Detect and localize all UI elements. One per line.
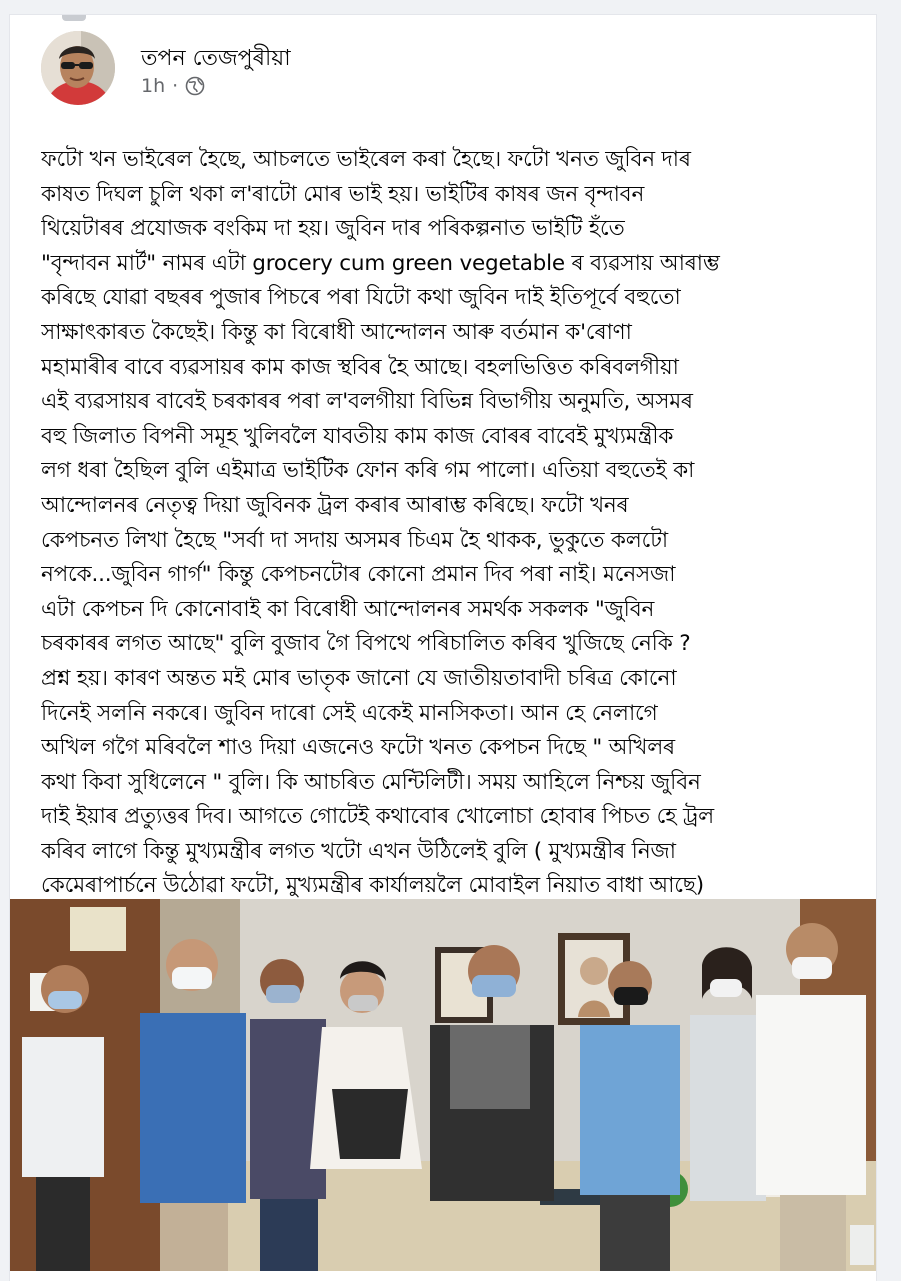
avatar-image (41, 31, 115, 105)
group-photo-image (10, 899, 876, 1271)
post-text-line: প্ৰশ্ন হয়। কাৰণ অন্তত মই মোৰ ভাতৃক জানো যে জাতীয়তাবাদী চৰিত্ৰ কোনো (41, 665, 677, 691)
post-text-line: মহামাৰীৰ বাবে ব্যৱসায়ৰ কাম কাজ স্থবিৰ হৈ আছে। বহলভিত্তিত কৰিবলগীয়া (41, 354, 679, 380)
previous-post-edge (62, 15, 86, 21)
globe-icon[interactable] (185, 76, 205, 96)
post-text-line: আন্দোলনৰ নেতৃত্ব দিয়া জুবিনক ট্ৰল কৰাৰ আৰাম্ভ কৰিছে। ফটো খনৰ (41, 492, 629, 518)
post-text-line: "বৃন্দাবন মাৰ্ট" নামৰ এটা grocery cum green vegetable ৰ ব্যৱসায় আৰাম্ভ (41, 250, 720, 276)
post-text-line: কেমেৰাপাৰ্চনে উঠোৱা ফটো, মুখ্যমন্ত্ৰীৰ কাৰ্যালয়লৈ মোবাইল নিয়াত বাধা আছে) (41, 873, 704, 899)
author-name[interactable]: তপন তেজপুৰীয়া (141, 46, 291, 71)
avatar[interactable] (41, 31, 115, 105)
post-text-line: থিয়েটাৰৰ প্ৰযোজক বংকিম দা হয়। জুবিন দাৰ পৰিকল্পনাত ভাইটি হঁতে (41, 216, 625, 242)
post-text-line: বহু জিলাত বিপনী সমূহ খুলিবলৈ যাবতীয় কাম কাজ বোৰৰ বাবেই মুখ্যমন্ত্ৰীক (41, 423, 674, 449)
post-text-line: লগ ধৰা হৈছিল বুলি এইমাত্ৰ ভাইটিক ফোন কৰি গম পালো। এতিয়া বহুতেই কা (41, 458, 695, 484)
post-text-line: এটা কেপচন দি কোনোবাই কা বিৰোধী আন্দোলনৰ সমৰ্থক সকলক "জুবিন (41, 596, 655, 622)
post-text-line: সাক্ষাৎকাৰত কৈছেই। কিন্তু কা বিৰোধী আন্দোলন আৰু বৰ্তমান ক'ৰোণা (41, 319, 632, 345)
post-text (41, 143, 867, 939)
post-text-line: নপকে...জুবিন গাৰ্গ" কিন্তু কেপচনটোৰ কোনো প্ৰমান দিব পৰা নাই। মনেসজা (41, 562, 676, 588)
post-text-line: দাই ইয়াৰ প্ৰত্যুত্তৰ দিব। আগতে গোটেই কথাবোৰ খোলোচা হোবাৰ পিচত হে ট্ৰল (41, 804, 714, 830)
post-text-line: এই ব্যৱসায়ৰ বাবেই চৰকাৰৰ পৰা ল'বলগীয়া বিভিন্ন বিভাগীয় অনুমতি, অসমৰ (41, 389, 693, 415)
post-text-line: চৰকাৰৰ লগত আছে" বুলি বুজাব গৈ বিপথে পৰিচালিত কৰিব খুজিছে নেকি ? (41, 631, 691, 657)
post-text-line: কৰিছে যোৱা বছৰৰ পুজাৰ পিচৰে পৰা যিটো কথা জুবিন দাই ইতিপূৰ্বে বহুতো (41, 285, 681, 311)
post-text-line: কেপচনত লিখা হৈছে "সৰ্বা দা সদায় অসমৰ চিএম হৈ থাকক, ভুকুতে কলটো (41, 527, 668, 553)
post-text-line: কথা কিবা সুধিলেনে " বুলি। কি আচৰিত মেন্টিলিটী। সময় আহিলে নিশ্চয় জুবিন (41, 769, 701, 795)
post-timestamp[interactable]: 1h (141, 75, 166, 97)
post-card (9, 14, 877, 1281)
post-text-line: অখিল গগৈ মৰিবলৈ শাও দিয়া এজনেও ফটো খনত কেপচন দিছে " অখিলৰ (41, 735, 675, 761)
post-photo[interactable] (10, 899, 876, 1271)
post-meta (141, 75, 205, 97)
post-text-line: দিনেই সলনি নকৰে। জুবিন দাৰো সেই একেই মানসিকতা। আন হে নেলাগে (41, 700, 658, 726)
post-text-line: কাষত দিঘল চুলি থকা ল'ৰাটো মোৰ ভাই হয়। ভাইটিৰ কাষৰ জন বৃন্দাবন (41, 181, 645, 207)
post-text-line: কৰিব লাগে কিন্তু মুখ্যমন্ত্ৰীৰ লগত খটো এখন উঠিলেই বুলি ( মুখ্যমন্ত্ৰীৰ নিজা (41, 838, 676, 864)
post-text-line: ফটো খন ভাইৰেল হৈছে, আচলতে ভাইৰেল কৰা হৈছে। ফটো খনত জুবিন দাৰ (41, 147, 691, 172)
meta-separator: · (172, 75, 179, 97)
